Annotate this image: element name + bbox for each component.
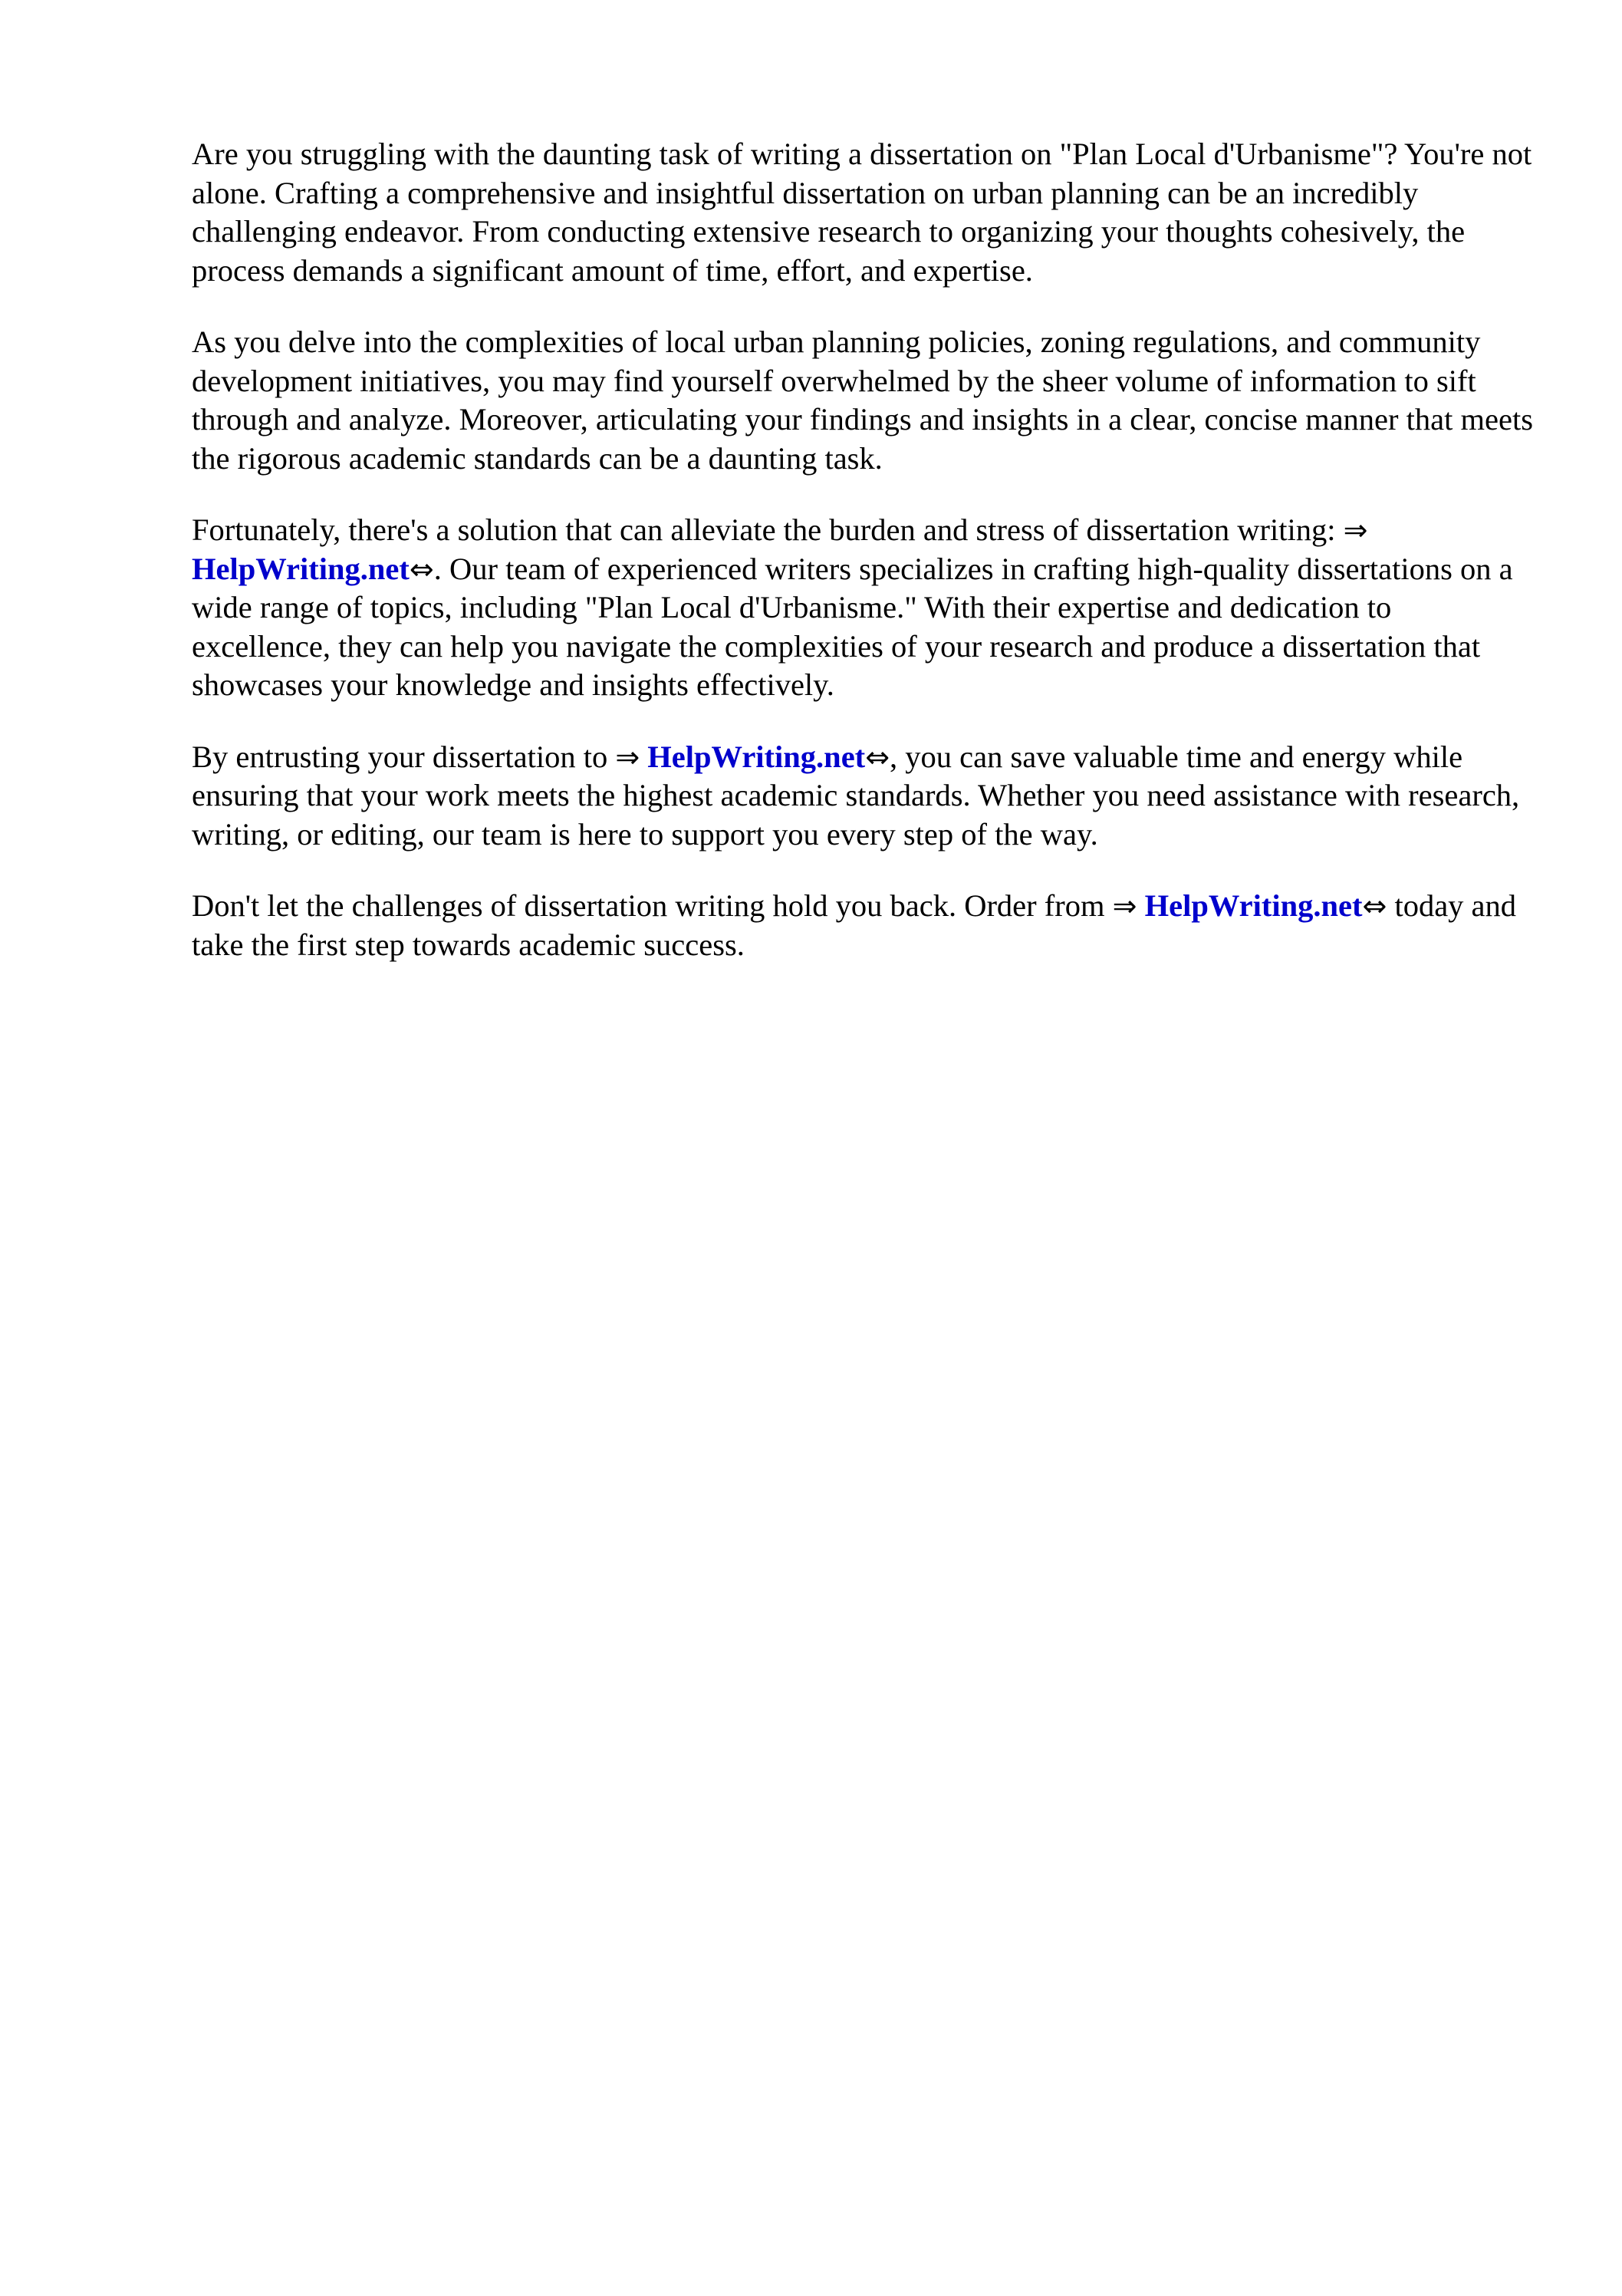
paragraph-call-to-action: [192, 887, 1534, 964]
helpwriting-link[interactable]: HelpWriting.net: [192, 551, 410, 586]
document-body: [192, 135, 1534, 997]
helpwriting-link[interactable]: HelpWriting.net: [1144, 888, 1363, 923]
paragraph-solution: [192, 511, 1534, 705]
paragraph-text-before-link: Don't let the challenges of dissertation writing hold you back. Order from: [192, 888, 1113, 923]
paragraph-text: As you delve into the complexities of local urban planning policies, zoning regulations, and community development initiatives, you may find yourself overwhelmed by the sheer volume of information to sift through and analyze. Moreover, articulating your findings and insights in a clear, concise manner that meets the rigorous academic standards can be a daunting task.: [192, 324, 1533, 476]
paragraph-entrusting: [192, 738, 1534, 855]
right-double-arrow-icon: ⇒: [1112, 889, 1137, 923]
paragraph-text-before-link: By entrusting your dissertation to: [192, 739, 616, 774]
paragraph-text-after-link: today and take the first step towards academic success.: [192, 888, 1517, 962]
left-right-double-arrow-icon: ⇔: [865, 740, 890, 774]
helpwriting-link[interactable]: HelpWriting.net: [647, 739, 866, 774]
paragraph-text-after-link: , you can save valuable time and energy while ensuring that your work meets the highest academic standards. Whether you need assistance with research, writing, or editing, our team is here to support you every step of the way.: [192, 739, 1520, 852]
paragraph-text-after-link: . Our team of experienced writers specializes in crafting high-quality dissertations on a wide range of topics, including "Plan Local d'Urbanisme." With their expertise and dedication to excellence, they can help you navigate the complexities of your research and produce a dissertation that showcases your knowledge and insights effectively.: [192, 551, 1513, 702]
paragraph-intro: [192, 135, 1534, 290]
paragraph-complexities: [192, 323, 1534, 478]
right-double-arrow-icon: ⇒: [615, 740, 640, 774]
paragraph-text-before-link: Fortunately, there's a solution that can alleviate the burden and stress of dissertation writing:: [192, 512, 1344, 547]
paragraph-text: Are you struggling with the daunting task of writing a dissertation on "Plan Local d'Urbanisme"? You're not alone. Crafting a comprehensive and insightful dissertation on urban planning can be an incredibly challenging endeavor. From conducting extensive research to organizing your thoughts cohesively, the process demands a significant amount of time, effort, and expertise.: [192, 137, 1532, 288]
right-double-arrow-icon: ⇒: [1343, 513, 1368, 547]
left-right-double-arrow-icon: ⇔: [1362, 889, 1387, 923]
left-right-double-arrow-icon: ⇔: [409, 552, 434, 586]
